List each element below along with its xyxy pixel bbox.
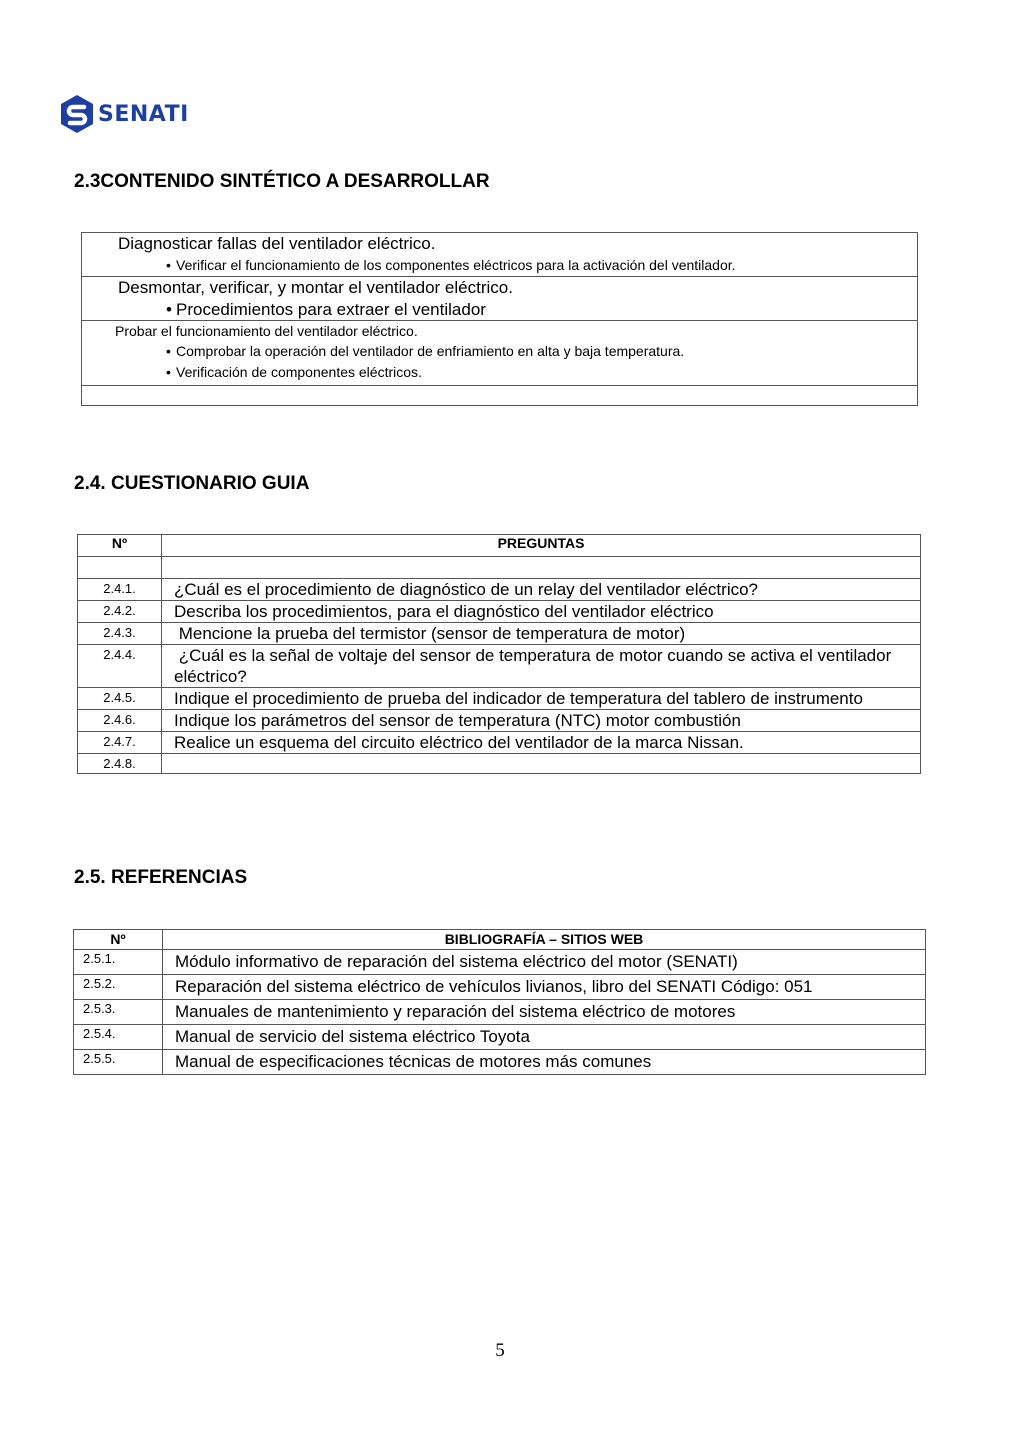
contenido-bullet: • Procedimientos para extraer el ventilador — [166, 300, 486, 319]
table-row — [74, 950, 926, 975]
table-row — [78, 579, 921, 601]
question-number: 2.4.8. — [78, 754, 162, 774]
table-row — [74, 975, 926, 1000]
senati-logo — [60, 94, 189, 134]
question-text: Indique los parámetros del sensor de temperatura (NTC) motor combustión — [162, 710, 921, 732]
section-2-3-heading — [74, 171, 490, 193]
contenido-bullet: • Verificación de componentes eléctricos. — [82, 362, 917, 383]
bullet-icon: • — [166, 364, 171, 380]
reference-text: Manuales de mantenimiento y reparación del sistema eléctrico de motores — [163, 1000, 926, 1025]
reference-text: Reparación del sistema eléctrico de vehículos livianos, libro del SENATI Código: 051 — [163, 975, 926, 1000]
table-row — [74, 1025, 926, 1050]
contenido-empty-row — [82, 386, 918, 406]
question-number: 2.4.3. — [78, 623, 162, 645]
question-number: 2.4.5. — [78, 688, 162, 710]
table-row — [78, 710, 921, 732]
table-header-row — [74, 930, 926, 950]
question-text: Realice un esquema del circuito eléctrico del ventilador de la marca Nissan. — [162, 732, 921, 754]
question-text: ¿Cuál es la señal de voltaje del sensor de temperatura de motor cuando se activa el ventilador eléctrico? — [162, 645, 921, 688]
question-number: 2.4.1. — [78, 579, 162, 601]
table-row — [78, 557, 921, 579]
reference-text: Manual de especificaciones técnicas de motores más comunes — [163, 1050, 926, 1075]
senati-emblem-icon — [60, 94, 94, 134]
reference-number: 2.5.1. — [74, 950, 163, 975]
table-row — [74, 1000, 926, 1025]
bullet-icon: • — [166, 300, 172, 319]
reference-text: Módulo informativo de reparación del sistema eléctrico del motor (SENATI) — [163, 950, 926, 975]
table-row — [78, 688, 921, 710]
question-text: Describa los procedimientos, para el diagnóstico del ventilador eléctrico — [162, 601, 921, 623]
header-num: Nº — [78, 535, 162, 557]
section-2-5-heading: 2.5. REFERENCIAS — [74, 867, 248, 888]
page-number: 5 — [495, 1340, 505, 1361]
preguntas-table — [77, 534, 921, 774]
reference-number: 2.5.5. — [74, 1050, 163, 1075]
table-row — [78, 623, 921, 645]
header-num: Nº — [74, 930, 163, 950]
question-number: 2.4.4. — [78, 645, 162, 688]
contenido-title: Desmontar, verificar, y montar el ventilador eléctrico. — [118, 278, 513, 297]
contenido-row — [82, 233, 918, 277]
question-number: 2.4.7. — [78, 732, 162, 754]
table-header-row — [78, 535, 921, 557]
section-number: 2.3 — [74, 171, 101, 192]
header-preguntas: PREGUNTAS — [162, 535, 921, 557]
question-text — [162, 754, 921, 774]
table-row — [78, 754, 921, 774]
question-number: 2.4.6. — [78, 710, 162, 732]
reference-number: 2.5.2. — [74, 975, 163, 1000]
reference-number: 2.5.3. — [74, 1000, 163, 1025]
reference-text: Manual de servicio del sistema eléctrico Toyota — [163, 1025, 926, 1050]
bullet-icon: • — [166, 257, 171, 273]
question-number: 2.4.2. — [78, 601, 162, 623]
reference-number: 2.5.4. — [74, 1025, 163, 1050]
table-row — [78, 601, 921, 623]
section-title: CONTENIDO SINTÉTICO A DESARROLLAR — [100, 171, 490, 192]
contenido-title: Diagnosticar fallas del ventilador eléctrico. — [118, 234, 436, 253]
section-2-4-heading: 2.4. CUESTIONARIO GUIA — [74, 473, 310, 494]
table-row — [78, 645, 921, 688]
question-text: Indique el procedimiento de prueba del indicador de temperatura del tablero de instrumento — [162, 688, 921, 710]
question-text: ¿Cuál es el procedimiento de diagnóstico de un relay del ventilador eléctrico? — [162, 579, 921, 601]
contenido-title: Probar el funcionamiento del ventilador eléctrico. — [115, 323, 418, 339]
header-bibliografia: BIBLIOGRAFÍA – SITIOS WEB — [163, 930, 926, 950]
contenido-table — [81, 232, 918, 406]
question-text: Mencione la prueba del termistor (sensor de temperatura de motor) — [162, 623, 921, 645]
table-row — [78, 732, 921, 754]
table-row — [74, 1050, 926, 1075]
contenido-row — [82, 277, 918, 321]
contenido-bullet: • Comprobar la operación del ventilador de enfriamiento en alta y baja temperatura. — [82, 341, 917, 362]
contenido-row — [82, 321, 918, 386]
contenido-bullet: • Verificar el funcionamiento de los componentes eléctricos para la activación del ventilador. — [82, 255, 917, 276]
referencias-table — [73, 929, 926, 1075]
logo-text: SENATI — [98, 101, 189, 127]
bullet-icon: • — [166, 343, 171, 359]
